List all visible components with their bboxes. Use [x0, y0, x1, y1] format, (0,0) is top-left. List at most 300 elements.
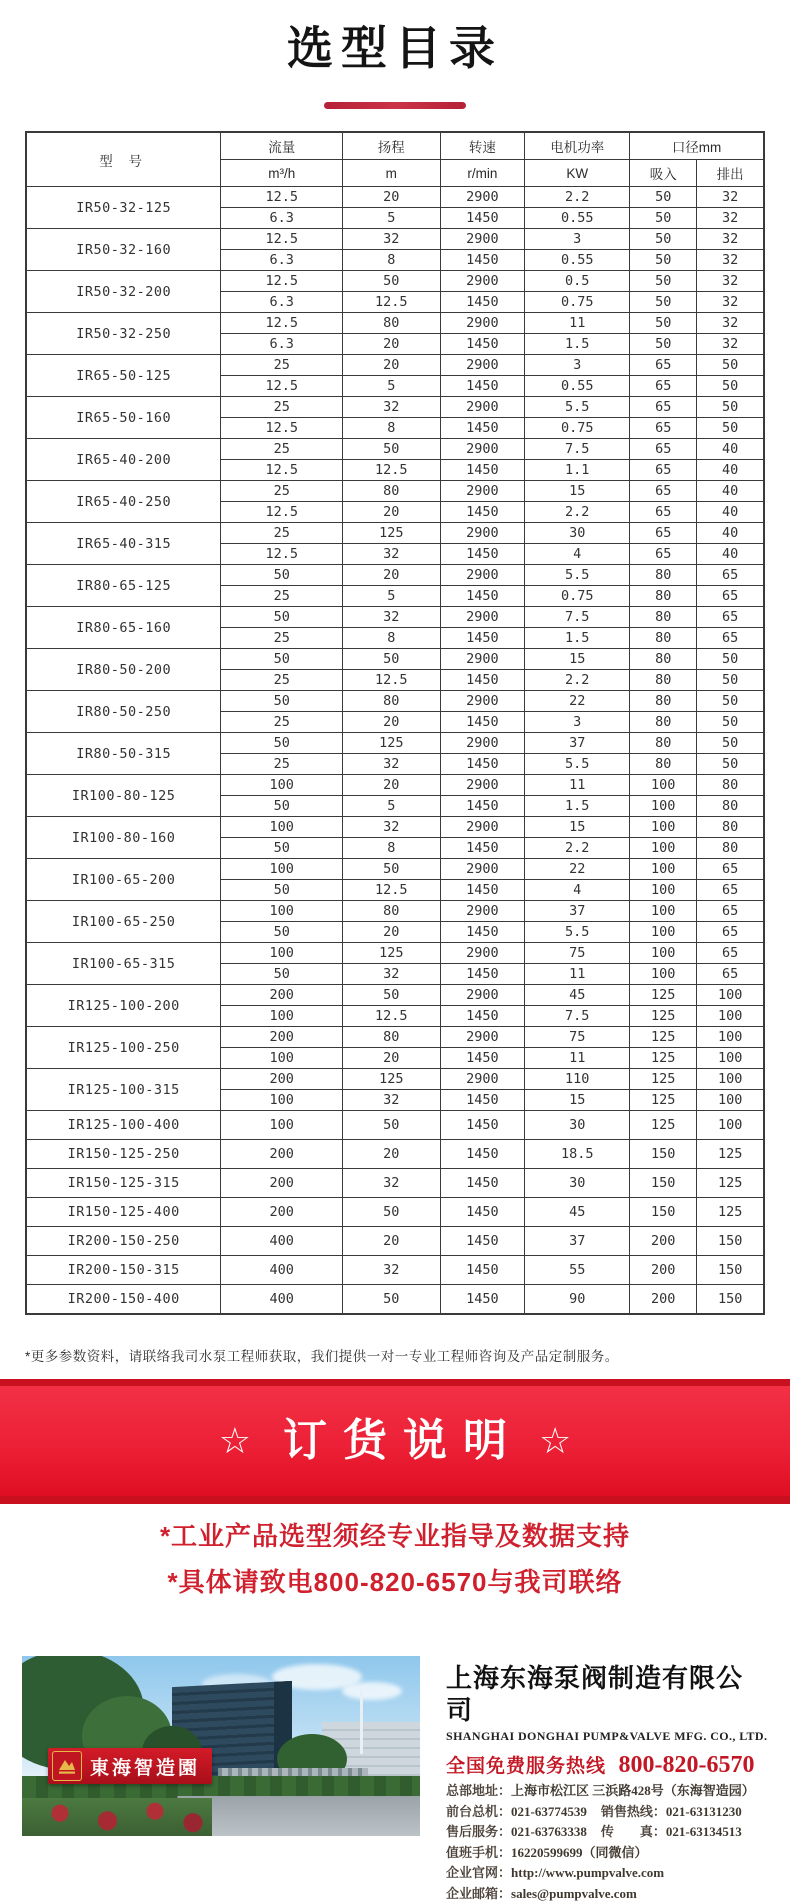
spec-cell: 125 [630, 1006, 697, 1027]
spec-cell: 32 [343, 817, 440, 838]
spec-cell: 7.5 [525, 439, 630, 460]
spec-cell: 2900 [440, 1027, 525, 1048]
table-row [26, 985, 764, 1006]
spec-cell: 25 [221, 754, 343, 775]
spec-cell: 100 [697, 985, 764, 1006]
spec-cell: 7.5 [525, 1006, 630, 1027]
spec-cell: 1450 [440, 880, 525, 901]
spec-cell: 32 [343, 754, 440, 775]
spec-cell: 2900 [440, 397, 525, 418]
spec-cell: 65 [697, 586, 764, 607]
spec-cell: 6.3 [221, 208, 343, 229]
contact-block [446, 1781, 768, 1904]
spec-cell: 150 [697, 1285, 764, 1315]
spec-cell: 1450 [440, 292, 525, 313]
contact-label: 企业邮箱： [446, 1886, 511, 1901]
spec-cell: 100 [697, 1048, 764, 1069]
spec-cell: 50 [343, 1111, 440, 1140]
model-cell: IR150-125-315 [26, 1169, 221, 1198]
spec-cell: 50 [697, 397, 764, 418]
spec-cell: 12.5 [343, 292, 440, 313]
spec-cell: 200 [221, 1069, 343, 1090]
spec-cell: 2.2 [525, 502, 630, 523]
spec-cell: 100 [630, 922, 697, 943]
spec-cell: 3 [525, 229, 630, 250]
spec-cell: 125 [343, 733, 440, 754]
spec-cell: 125 [697, 1169, 764, 1198]
spec-cell: 32 [697, 271, 764, 292]
spec-cell: 100 [221, 943, 343, 964]
spec-cell: 12.5 [343, 670, 440, 691]
spec-cell: 80 [630, 628, 697, 649]
spec-cell: 32 [697, 292, 764, 313]
spec-cell: 100 [221, 901, 343, 922]
spec-cell: 1450 [440, 460, 525, 481]
spec-cell: 100 [221, 775, 343, 796]
col-header-discharge: 排出 [697, 160, 764, 187]
spec-cell: 12.5 [221, 544, 343, 565]
spec-cell: 50 [697, 691, 764, 712]
spec-cell: 40 [697, 460, 764, 481]
spec-cell: 25 [221, 355, 343, 376]
spec-cell: 125 [343, 1069, 440, 1090]
spec-cell: 80 [630, 586, 697, 607]
col-header-head: 扬程 [343, 132, 440, 160]
spec-cell: 8 [343, 628, 440, 649]
model-cell: IR50-32-125 [26, 187, 221, 229]
cloud-shape [342, 1682, 402, 1700]
table-row [26, 775, 764, 796]
spec-cell: 50 [221, 838, 343, 859]
spec-cell: 2900 [440, 943, 525, 964]
spec-cell: 2900 [440, 187, 525, 208]
spec-cell: 100 [221, 1111, 343, 1140]
spec-cell: 200 [221, 985, 343, 1006]
spec-cell: 80 [697, 838, 764, 859]
spec-cell: 50 [697, 754, 764, 775]
spec-cell: 50 [221, 964, 343, 985]
spec-cell: 80 [630, 565, 697, 586]
spec-cell: 100 [630, 901, 697, 922]
spec-cell: 0.55 [525, 208, 630, 229]
spec-cell: 100 [630, 880, 697, 901]
table-row [26, 1027, 764, 1048]
spec-cell: 20 [343, 565, 440, 586]
spec-cell: 80 [343, 901, 440, 922]
spec-cell: 50 [697, 670, 764, 691]
spec-cell: 25 [221, 397, 343, 418]
spec-cell: 40 [697, 523, 764, 544]
spec-cell: 1450 [440, 1227, 525, 1256]
notice-line-phone: *具体请致电800-820-6570与我司联络 [0, 1566, 790, 1598]
spec-cell: 200 [221, 1140, 343, 1169]
park-sign [48, 1748, 212, 1784]
park-sign-text: 東海智造園 [90, 1753, 200, 1780]
model-cell: IR65-50-160 [26, 397, 221, 439]
spec-cell: 2900 [440, 775, 525, 796]
spec-cell: 32 [343, 1090, 440, 1111]
spec-cell: 25 [221, 712, 343, 733]
spec-cell: 80 [343, 313, 440, 334]
spec-cell: 400 [221, 1256, 343, 1285]
spec-cell: 2900 [440, 901, 525, 922]
hotline-number: 800-820-6570 [618, 1752, 754, 1778]
spec-cell: 1450 [440, 208, 525, 229]
spec-cell: 100 [630, 859, 697, 880]
model-cell: IR50-32-160 [26, 229, 221, 271]
table-row [26, 1140, 764, 1169]
spec-cell: 50 [630, 271, 697, 292]
spec-cell: 5 [343, 208, 440, 229]
spec-cell: 30 [525, 1111, 630, 1140]
table-row [26, 523, 764, 544]
model-cell: IR150-125-250 [26, 1140, 221, 1169]
table-row [26, 1285, 764, 1315]
model-cell: IR200-150-250 [26, 1227, 221, 1256]
spec-cell: 100 [697, 1069, 764, 1090]
spec-cell: 1.1 [525, 460, 630, 481]
spec-cell: 15 [525, 649, 630, 670]
spec-cell: 65 [630, 523, 697, 544]
spec-cell: 50 [630, 292, 697, 313]
spec-cell: 150 [697, 1256, 764, 1285]
spec-cell: 8 [343, 838, 440, 859]
spec-cell: 2900 [440, 313, 525, 334]
spec-cell: 50 [697, 418, 764, 439]
spec-cell: 40 [697, 502, 764, 523]
spec-cell: 2900 [440, 1069, 525, 1090]
spec-cell: 32 [697, 250, 764, 271]
spec-cell: 100 [630, 796, 697, 817]
spec-cell: 20 [343, 1048, 440, 1069]
spec-cell: 5 [343, 796, 440, 817]
spec-cell: 1450 [440, 1198, 525, 1227]
model-cell: IR200-150-315 [26, 1256, 221, 1285]
spec-cell: 5.5 [525, 922, 630, 943]
spec-cell: 1450 [440, 376, 525, 397]
table-row [26, 313, 764, 334]
spec-cell: 100 [221, 817, 343, 838]
spec-cell: 150 [630, 1140, 697, 1169]
table-row [26, 1198, 764, 1227]
spec-cell: 125 [343, 943, 440, 964]
spec-cell: 50 [221, 691, 343, 712]
spec-cell: 65 [697, 565, 764, 586]
spec-cell: 20 [343, 1140, 440, 1169]
col-header-suction: 吸入 [630, 160, 697, 187]
spec-cell: 3 [525, 712, 630, 733]
spec-cell: 20 [343, 712, 440, 733]
spec-cell: 50 [343, 859, 440, 880]
spec-cell: 37 [525, 1227, 630, 1256]
model-cell: IR100-80-160 [26, 817, 221, 859]
spec-cell: 32 [343, 964, 440, 985]
spec-cell: 1450 [440, 1048, 525, 1069]
spec-table-wrap [25, 131, 765, 1315]
spec-cell: 2900 [440, 733, 525, 754]
spec-cell: 1450 [440, 1006, 525, 1027]
contact-line [446, 1802, 768, 1823]
spec-cell: 32 [343, 607, 440, 628]
spec-cell: 37 [525, 733, 630, 754]
spec-cell: 65 [697, 964, 764, 985]
spec-cell: 25 [221, 628, 343, 649]
spec-cell: 22 [525, 691, 630, 712]
spec-cell: 50 [343, 271, 440, 292]
spec-cell: 125 [630, 985, 697, 1006]
model-cell: IR50-32-250 [26, 313, 221, 355]
spec-cell: 1450 [440, 838, 525, 859]
spec-cell: 80 [343, 1027, 440, 1048]
spec-cell: 80 [697, 817, 764, 838]
col-header-flow-unit: m³/h [221, 160, 343, 187]
spec-cell: 4 [525, 880, 630, 901]
table-row [26, 733, 764, 754]
contact-label: 前台总机： [446, 1804, 511, 1819]
spec-cell: 100 [221, 1048, 343, 1069]
spec-cell: 100 [630, 943, 697, 964]
model-cell: IR80-65-125 [26, 565, 221, 607]
col-header-speed: 转速 [440, 132, 525, 160]
table-row [26, 859, 764, 880]
spec-cell: 65 [630, 355, 697, 376]
spec-cell: 50 [221, 880, 343, 901]
spec-cell: 12.5 [221, 460, 343, 481]
table-row [26, 943, 764, 964]
company-name-en: SHANGHAI DONGHAI PUMP&VALVE MFG. CO., LTD. [446, 1729, 768, 1744]
spec-cell: 65 [630, 502, 697, 523]
hotline [446, 1752, 768, 1781]
spec-cell: 50 [630, 229, 697, 250]
col-header-flow: 流量 [221, 132, 343, 160]
spec-cell: 50 [221, 733, 343, 754]
contact-line [446, 1781, 768, 1802]
contact-label: 总部地址： [446, 1783, 511, 1798]
title-underline [324, 102, 466, 109]
spec-cell: 50 [630, 208, 697, 229]
spec-cell: 1450 [440, 1140, 525, 1169]
spec-cell: 32 [343, 397, 440, 418]
spec-cell: 6.3 [221, 250, 343, 271]
col-header-speed-unit: r/min [440, 160, 525, 187]
model-cell: IR100-65-250 [26, 901, 221, 943]
spec-cell: 20 [343, 775, 440, 796]
table-row [26, 355, 764, 376]
spec-cell: 1450 [440, 1090, 525, 1111]
spec-cell: 15 [525, 817, 630, 838]
spec-cell: 50 [630, 334, 697, 355]
hotline-label: 全国免费服务热线 [446, 1756, 606, 1777]
spec-cell: 1450 [440, 964, 525, 985]
spec-cell: 50 [697, 355, 764, 376]
spec-cell: 50 [697, 733, 764, 754]
spec-cell: 80 [630, 607, 697, 628]
table-row [26, 649, 764, 670]
table-row [26, 1256, 764, 1285]
notices [0, 1520, 790, 1598]
model-cell: IR125-100-200 [26, 985, 221, 1027]
spec-cell: 32 [343, 229, 440, 250]
spec-cell: 50 [630, 250, 697, 271]
spec-cell: 40 [697, 544, 764, 565]
spec-cell: 1450 [440, 502, 525, 523]
model-cell: IR65-40-200 [26, 439, 221, 481]
spec-cell: 65 [630, 376, 697, 397]
spec-cell: 20 [343, 1227, 440, 1256]
spec-cell: 65 [630, 481, 697, 502]
spec-cell: 55 [525, 1256, 630, 1285]
table-row [26, 271, 764, 292]
spec-cell: 125 [697, 1140, 764, 1169]
star-right-icon: ☆ [539, 1423, 571, 1459]
spec-cell: 12.5 [221, 418, 343, 439]
spec-cell: 50 [343, 439, 440, 460]
spec-cell: 80 [697, 796, 764, 817]
spec-cell: 65 [697, 943, 764, 964]
spec-cell: 40 [697, 481, 764, 502]
model-cell: IR80-65-160 [26, 607, 221, 649]
spec-cell: 0.5 [525, 271, 630, 292]
spec-cell: 1450 [440, 1111, 525, 1140]
spec-cell: 8 [343, 250, 440, 271]
contact-line [446, 1822, 768, 1843]
spec-cell: 80 [343, 691, 440, 712]
table-row [26, 481, 764, 502]
contact-label: 售后服务： [446, 1824, 511, 1839]
spec-cell: 1450 [440, 712, 525, 733]
model-cell: IR100-80-125 [26, 775, 221, 817]
model-cell: IR65-50-125 [26, 355, 221, 397]
spec-cell: 400 [221, 1227, 343, 1256]
spec-cell: 125 [630, 1069, 697, 1090]
spec-cell: 12.5 [221, 187, 343, 208]
spec-cell: 200 [221, 1198, 343, 1227]
spec-cell: 0.55 [525, 250, 630, 271]
spec-cell: 75 [525, 1027, 630, 1048]
spec-cell: 100 [630, 775, 697, 796]
table-row [26, 901, 764, 922]
col-header-head-unit: m [343, 160, 440, 187]
spec-cell: 80 [697, 775, 764, 796]
spec-cell: 25 [221, 523, 343, 544]
spec-cell: 1450 [440, 754, 525, 775]
spec-cell: 22 [525, 859, 630, 880]
spec-cell: 150 [630, 1198, 697, 1227]
spec-cell: 45 [525, 1198, 630, 1227]
spec-cell: 50 [221, 796, 343, 817]
spec-cell: 80 [630, 754, 697, 775]
contact-line [446, 1843, 768, 1864]
table-row [26, 187, 764, 208]
spec-cell: 11 [525, 313, 630, 334]
spec-cell: 125 [630, 1027, 697, 1048]
spec-cell: 2.2 [525, 187, 630, 208]
spec-cell: 200 [221, 1027, 343, 1048]
spec-cell: 50 [343, 1285, 440, 1315]
spec-cell: 32 [697, 208, 764, 229]
contact-value: 021-63774539 [511, 1804, 587, 1819]
spec-cell: 125 [343, 523, 440, 544]
spec-cell: 5 [343, 376, 440, 397]
spec-cell: 11 [525, 964, 630, 985]
spec-cell: 5.5 [525, 565, 630, 586]
table-row [26, 817, 764, 838]
footnote: *更多参数资料，请联络我司水泵工程师获取，我们提供一对一专业工程师咨询及产品定制服务。 [25, 1345, 790, 1365]
spec-cell: 2900 [440, 481, 525, 502]
spec-cell: 80 [630, 670, 697, 691]
company-name-cn: 上海东海泵阀制造有限公司 [446, 1662, 768, 1726]
spec-cell: 150 [630, 1169, 697, 1198]
spec-cell: 12.5 [221, 271, 343, 292]
spec-cell: 1.5 [525, 628, 630, 649]
spec-cell: 100 [697, 1006, 764, 1027]
star-left-icon: ☆ [219, 1423, 251, 1459]
spec-cell: 2900 [440, 523, 525, 544]
spec-cell: 2900 [440, 817, 525, 838]
spec-cell: 100 [630, 817, 697, 838]
spec-table [25, 131, 765, 1315]
spec-cell: 6.3 [221, 292, 343, 313]
model-cell: IR125-100-250 [26, 1027, 221, 1069]
spec-cell: 20 [343, 187, 440, 208]
contact-value: 021-63134513 [666, 1824, 742, 1839]
model-cell: IR100-65-315 [26, 943, 221, 985]
spec-cell: 400 [221, 1285, 343, 1315]
spec-cell: 5.5 [525, 397, 630, 418]
spec-cell: 50 [221, 649, 343, 670]
spec-cell: 125 [630, 1111, 697, 1140]
light-pole [360, 1690, 363, 1754]
company-info [420, 1656, 768, 1904]
table-row [26, 1069, 764, 1090]
spec-cell: 20 [343, 334, 440, 355]
spec-cell: 2900 [440, 565, 525, 586]
spec-cell: 15 [525, 481, 630, 502]
donghai-logo-icon [52, 1751, 82, 1781]
spec-cell: 100 [630, 838, 697, 859]
contact-label: 企业官网： [446, 1865, 511, 1880]
contact-label: 传 真： [601, 1824, 666, 1839]
spec-cell: 32 [697, 334, 764, 355]
spec-cell: 1450 [440, 796, 525, 817]
spec-cell: 65 [697, 901, 764, 922]
spec-cell: 20 [343, 502, 440, 523]
spec-cell: 0.75 [525, 586, 630, 607]
spec-cell: 65 [630, 397, 697, 418]
contact-value: 上海市松江区 三浜路428号（东海智造园） [511, 1783, 755, 1798]
spec-cell: 200 [630, 1227, 697, 1256]
contact-label: 销售热线： [601, 1804, 666, 1819]
spec-cell: 18.5 [525, 1140, 630, 1169]
table-row [26, 397, 764, 418]
model-cell: IR200-150-400 [26, 1285, 221, 1315]
website-link[interactable]: http://www.pumpvalve.com [511, 1865, 664, 1880]
spec-cell: 65 [630, 544, 697, 565]
spec-cell: 1450 [440, 628, 525, 649]
spec-cell: 2900 [440, 607, 525, 628]
table-row [26, 1169, 764, 1198]
spec-cell: 1450 [440, 586, 525, 607]
spec-cell: 12.5 [343, 460, 440, 481]
spec-cell: 50 [697, 712, 764, 733]
email-link[interactable]: sales@pumpvalve.com [511, 1886, 637, 1901]
spec-cell: 65 [697, 607, 764, 628]
spec-cell: 12.5 [343, 880, 440, 901]
spec-cell: 1.5 [525, 796, 630, 817]
spec-cell: 65 [630, 460, 697, 481]
spec-cell: 100 [221, 859, 343, 880]
spec-cell: 50 [343, 649, 440, 670]
